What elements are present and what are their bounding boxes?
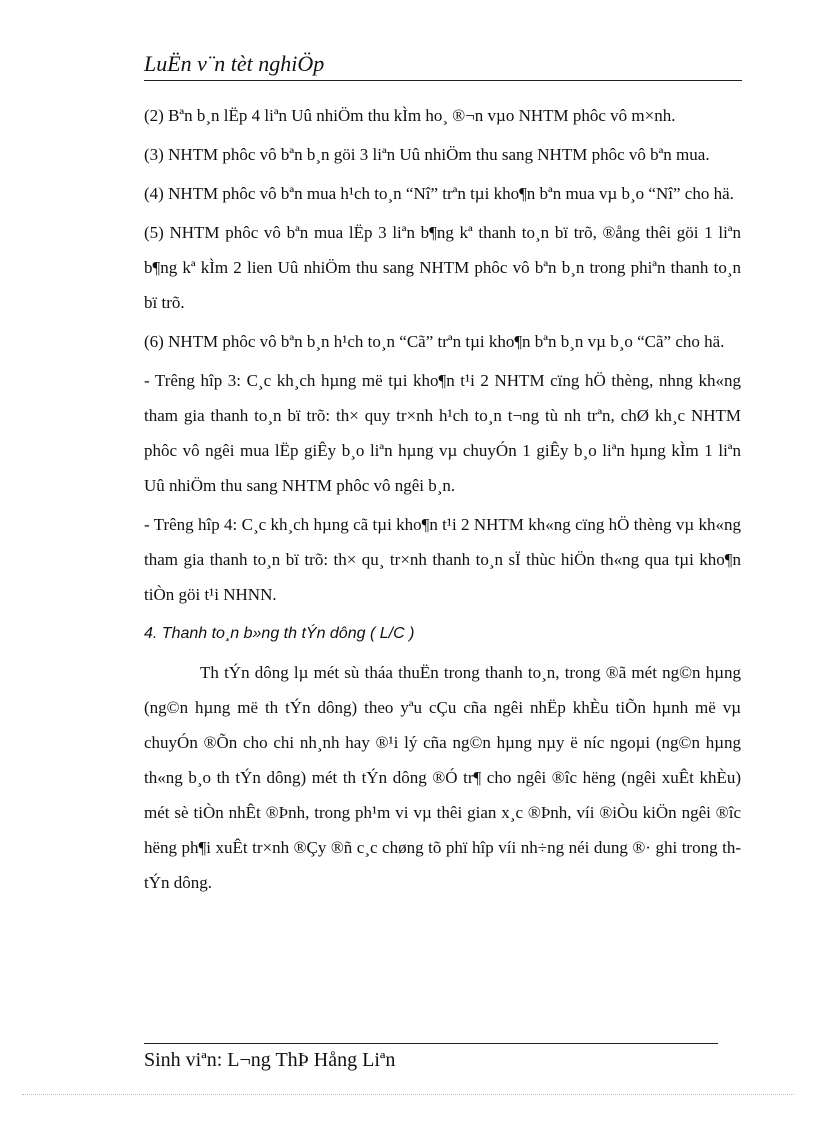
thesis-title: LuËn v¨n tèt nghiÖp xyxy=(144,51,325,76)
step-4-paragraph: (4) NHTM phôc vô bªn mua h¹ch to¸n “Nî” trªn tµi kho¶n bªn mua vµ b¸o “Nî” cho hä. xyxy=(144,184,734,203)
page-edge-divider xyxy=(22,1094,794,1095)
step-5-paragraph: (5) NHTM phôc vô bªn mua lËp 3 liªn b¶ng kª thanh to¸n bï trõ, ®ång thêi göi 1 liªn b¶ng kª kÌm 2 lien Uû nhiÖm thu sang NHTM phôc vô bªn b¸n trong phiªn thanh to¸n bï trõ. xyxy=(144,223,741,312)
page-header xyxy=(144,50,742,81)
section-heading: 4. Thanh to¸n b»ng th tÝn dông ( L/C ) xyxy=(144,625,415,642)
case-3-paragraph: - Trêng hîp 3: C¸c kh¸ch hµng më tµi kho¶n t¹i 2 NHTM cïng hÖ thèng, nhng kh«ng tham gia thanh to¸n bï trõ: th× quy tr×nh h¹ch to¸n t¬ng tù nh trªn, chØ kh¸c NHTM phôc vô ngêi mua lËp giÊy b¸o liªn hµng vµ chuyÓn 1 giÊy b¸o liªn hµng kÌm 1 liªn Uû nhiÖm thu sang NHTM phôc vô ngêi b¸n. xyxy=(144,371,741,495)
step-2-paragraph: (2) Bªn b¸n lËp 4 liªn Uû nhiÖm thu kÌm ho¸ ®¬n vµo NHTM phôc vô m×nh. xyxy=(144,106,676,125)
letter-of-credit-paragraph: Th tÝn dông lµ mét sù tháa thuËn trong thanh to¸n, trong ®ã mét ng©n hµng (ng©n hµng më th tÝn dông) theo yªu cÇu cña ngêi nhËp khÈu tiÕn hµnh më vµ chuyÓn ®Õn cho chi nh¸nh hay ®¹i lý cña ng©n hµng nµy ë níc ngoµi (ng©n hµng th«ng b¸o th tÝn dông) mét th tÝn dông ®Ó tr¶ cho ngêi ®îc hëng (ngêi xuÊt khÈu) mét sè tiÒn nhÊt ®Þnh, trong ph¹m vi vµ thêi gian x¸c ®Þnh, víi ®iÒu kiÖn ngêi ®îc hëng ph¶i xuÊt tr×nh ®Çy ®ñ c¸c chøng tõ phï hîp víi nh÷ng néi dung ®· ghi trong th tÝn dông. xyxy=(144,663,741,892)
case-4-paragraph: - Trêng hîp 4: C¸c kh¸ch hµng cã tµi kho¶n t¹i 2 NHTM kh«ng cïng hÖ thèng vµ kh«ng tham gia thanh to¸n bï trõ: th× qu¸ tr×nh thanh to¸n sÏ thùc hiÖn th«ng qua tµi kho¶n tiÒn göi t¹i NHNN. xyxy=(144,515,741,604)
step-3-paragraph: (3) NHTM phôc vô bªn b¸n göi 3 liªn Uû nhiÖm thu sang NHTM phôc vô bªn mua. xyxy=(144,145,710,164)
student-name-line: Sinh viªn: L¬ng ThÞ Hång Liªn xyxy=(144,1049,396,1071)
footer-divider xyxy=(144,1043,718,1044)
step-6-paragraph: (6) NHTM phôc vô bªn b¸n h¹ch to¸n “Cã” trªn tµi kho¶n bªn b¸n vµ b¸o “Cã” cho hä. xyxy=(144,332,725,351)
page-footer xyxy=(144,1046,395,1074)
page-content xyxy=(144,98,741,904)
